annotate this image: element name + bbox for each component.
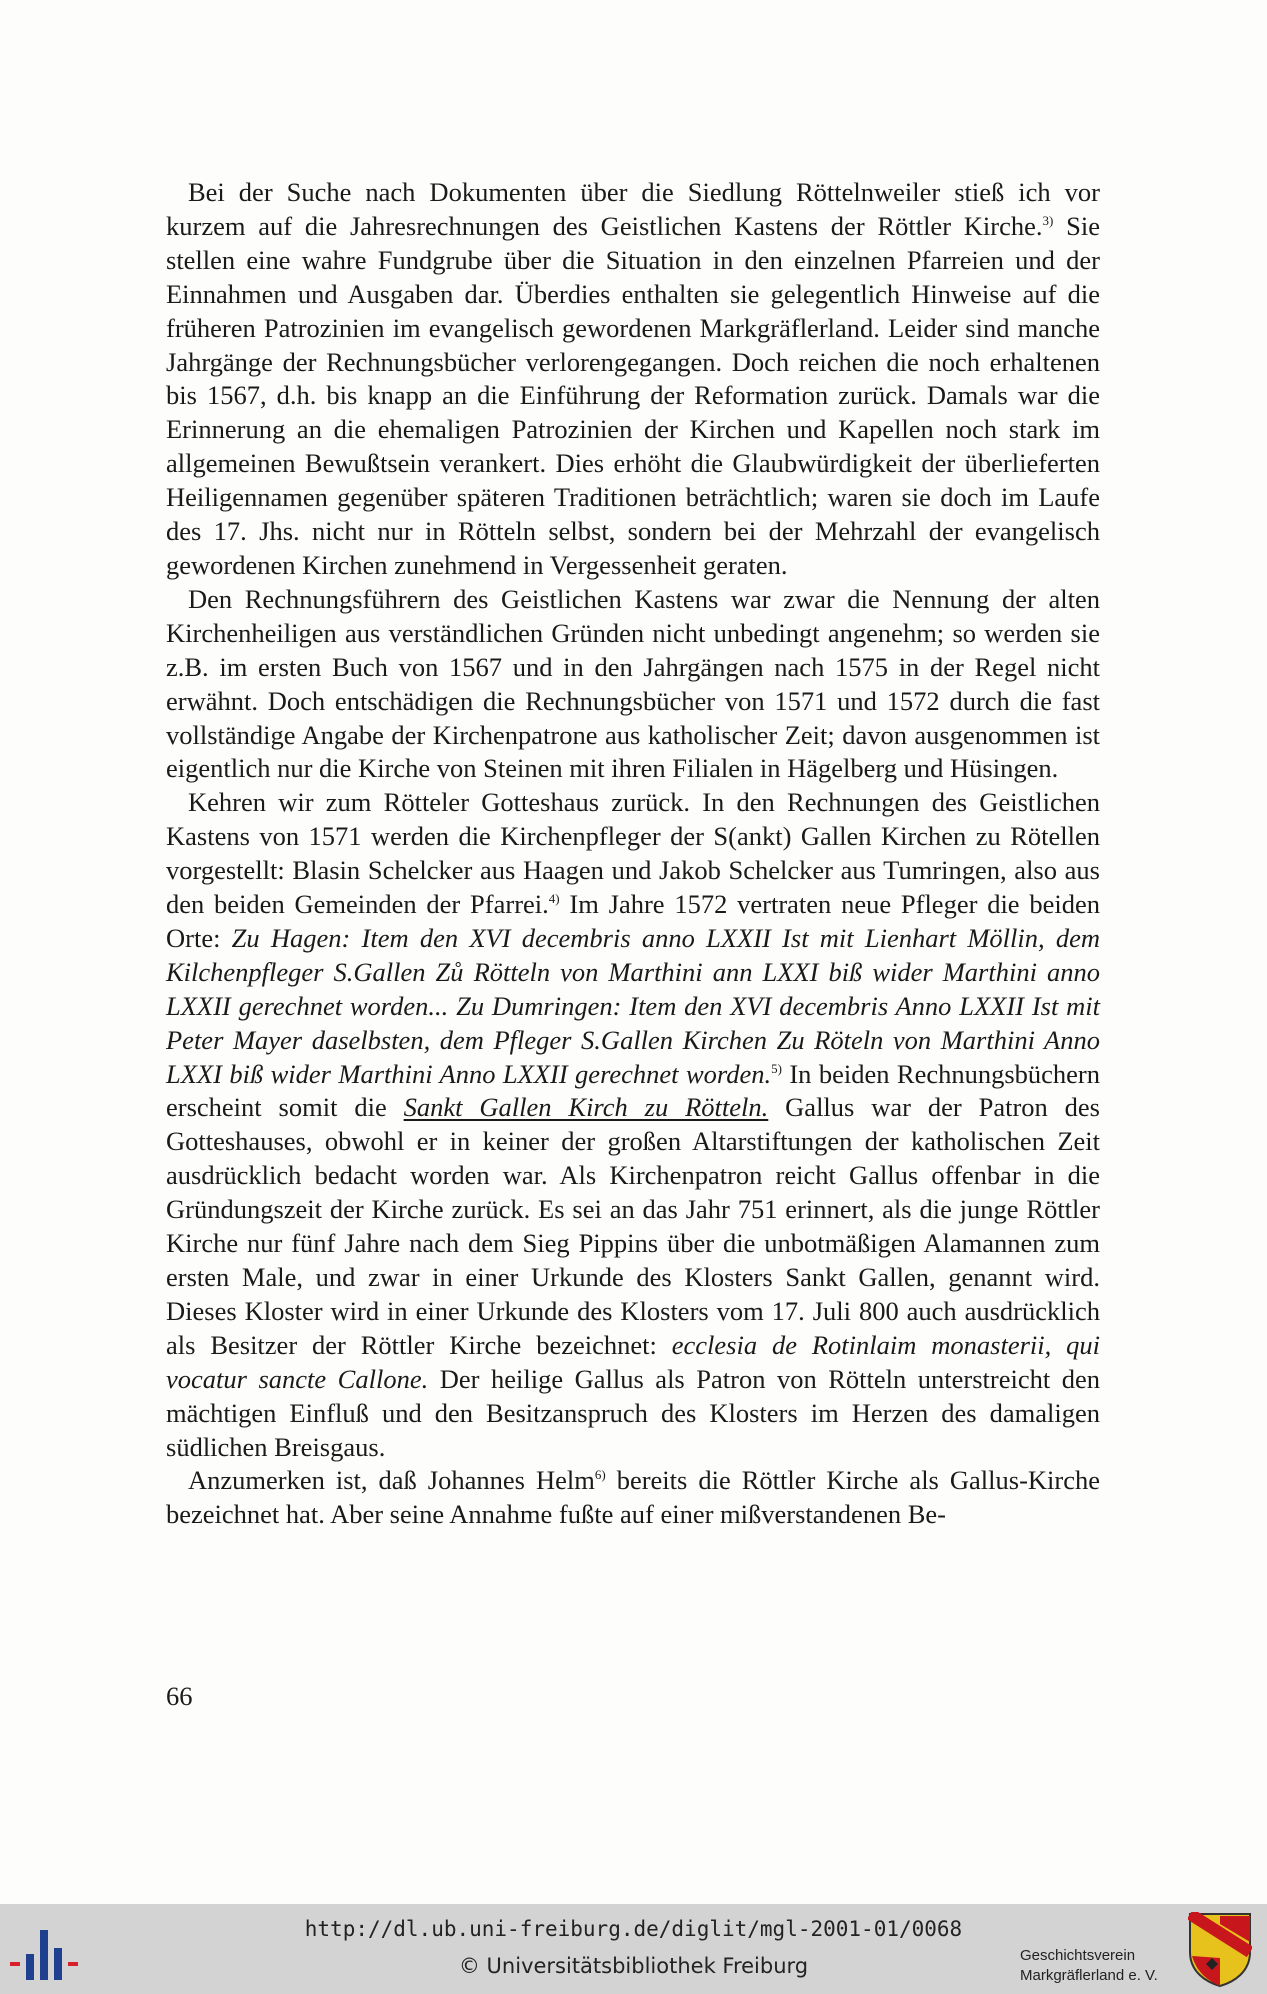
text-run: bereits die Röttler Kirche als Gallus-Kirche bezeichnet hat. Aber seine Annahme fußte auf einer mißverstandenen Be-: [166, 1465, 1100, 1530]
italic-quote: Zu Hagen: Item den XVI decembris anno LXXII Ist mit Lienhart Möllin, dem Kilchenpfleger S.Gallen Zů Rötteln von Marthini ann LXXI biß wider Marthini anno LXXII gerechnet worden... Zu Dumringen: Item den XVI decembris Anno LXXII Ist mit Peter Mayer daselbsten, dem Pfleger S.Gallen Kirchen Zu Röteln von Marthini Anno LXXI biß wider Marthini Anno LXXII gerechnet worden.: [166, 922, 1100, 1089]
text-run: Anzumerken ist, daß Johannes Helm: [188, 1465, 595, 1496]
paragraph-2: [166, 583, 1100, 786]
footnote-ref: 5): [771, 1060, 782, 1076]
text-run: Bei der Suche nach Dokumenten über die Siedlung Röttelnweiler stieß ich vor kurzem auf die Jahresrechnungen des Geistlichen Kastens der Röttler Kirche.: [166, 177, 1100, 241]
paragraph-1: [166, 176, 1100, 583]
society-name-line-1: Geschichtsverein: [1020, 1947, 1136, 1964]
text-run: Kehren wir zum Rötteler Gotteshaus zurück. In den Rechnungen des Geistlichen Kastens von 1571 werden die Kirchenpfleger der S(ankt) Gallen Kirchen zu Rötellen vorgestellt: Blasin Schelcker aus Haagen und Jakob Schelcker aus Tumringen, also aus den beiden Gemeinden der Pfarrei.: [166, 787, 1100, 920]
paragraph-4: [166, 1464, 1100, 1532]
footnote-ref: 6): [594, 1467, 606, 1483]
footer-bar: [0, 1904, 1267, 1994]
underlined-italic-phrase: Sankt Gallen Kirch zu Rötteln.: [403, 1092, 769, 1123]
footer-copyright: © Universitätsbibliothek Freiburg: [458, 1954, 809, 1978]
text-run: Im Jahre 1572 vertraten neue Pfleger die beiden Orte:: [166, 889, 1100, 953]
paragraph-3: [166, 786, 1100, 1464]
text-run: Gallus war der Patron des Gotteshauses, obwohl er in keiner der großen Altarstiftungen der katholischen Zeit ausdrücklich bedacht worden war. Als Kirchenpatron reicht Gallus offenbar in die Gründungszeit der Kirche zurück. Es sei an das Jahr 751 erinnert, als die junge Röttler Kirche nur fünf Jahre nach dem Sieg Pippins über die unbotmäßigen Alamannen zum ersten Male, und zwar in einer Urkunde des Klosters Sankt Gallen, genannt wird. Dieses Kloster wird in einer Urkunde des Klosters vom 17. Juli 800 auch ausdrücklich als Besitzer der Röttler Kirche bezeichnet:: [166, 1092, 1100, 1360]
text-run: Den Rechnungsführern des Geistlichen Kastens war zwar die Nennung der alten Kirchenheiligen aus verständlichen Gründen nicht unbedingt angenehm; so werden sie z.B. im ersten Buch von 1567 und in den Jahrgängen nach 1575 in der Regel nicht erwähnt. Doch entschädigen die Rechnungsbücher von 1571 und 1572 durch die fast vollständige Angabe der Kirchenpatrone aus katholischer Zeit; davon ausgenommen ist eigentlich nur die Kirche von Steinen mit ihren Filialen in Hägelberg und Hüsingen.: [166, 583, 1100, 784]
text-run: Der heilige Gallus als Patron von Rötteln unterstreicht den mächtigen Einfluß und den Besitzanspruch des Klosters im Herzen des damaligen südlichen Breisgaus.: [166, 1363, 1100, 1462]
text-run: Sie stellen eine wahre Fundgrube über die Situation in den einzelnen Pfarreien und der Einnahmen und Ausgaben dar. Überdies enthalten sie gelegentlich Hinweise auf die früheren Patrozinien im evangelisch gewordenen Markgräflerland. Leider sind manche Jahrgänge der Rechnungsbücher verlorengegangen. Doch reichen die noch erhaltenen bis 1567, d.h. bis knapp an die Einführung der Reformation zurück. Damals war die Erinnerung an die ehemaligen Patrozinien der Kirchen und Kapellen noch stark im allgemeinen Bewußtsein verankert. Dies erhöht die Glaubwürdigkeit der überlieferten Heiligennamen gegenüber späteren Traditionen beträchtlich; waren sie doch im Laufe des 17. Jhs. nicht nur in Rötteln selbst, sondern bei der Mehrzahl der evangelisch gewordenen Kirchen zunehmend in Vergessenheit geraten.: [166, 210, 1100, 580]
society-name-line-2: Markgräflerland e. V.: [1020, 1967, 1158, 1984]
footnote-ref: 3): [1042, 212, 1054, 228]
page-number: 66: [166, 1681, 193, 1711]
society-name: [1020, 1946, 1170, 1986]
footnote-ref: 4): [548, 891, 560, 907]
coat-of-arms-icon: [1188, 1912, 1252, 1988]
footer-url-link[interactable]: http://dl.ub.uni-freiburg.de/diglit/mgl-2001-01/0068: [304, 1917, 963, 1941]
body-text: [166, 176, 1100, 1532]
italic-quote: ecclesia de Rotinlaim monasterii, qui vocatur sancte Callone.: [166, 1329, 1100, 1394]
text-run: In beiden Rechnungsbüchern erscheint somit die: [166, 1058, 1100, 1123]
